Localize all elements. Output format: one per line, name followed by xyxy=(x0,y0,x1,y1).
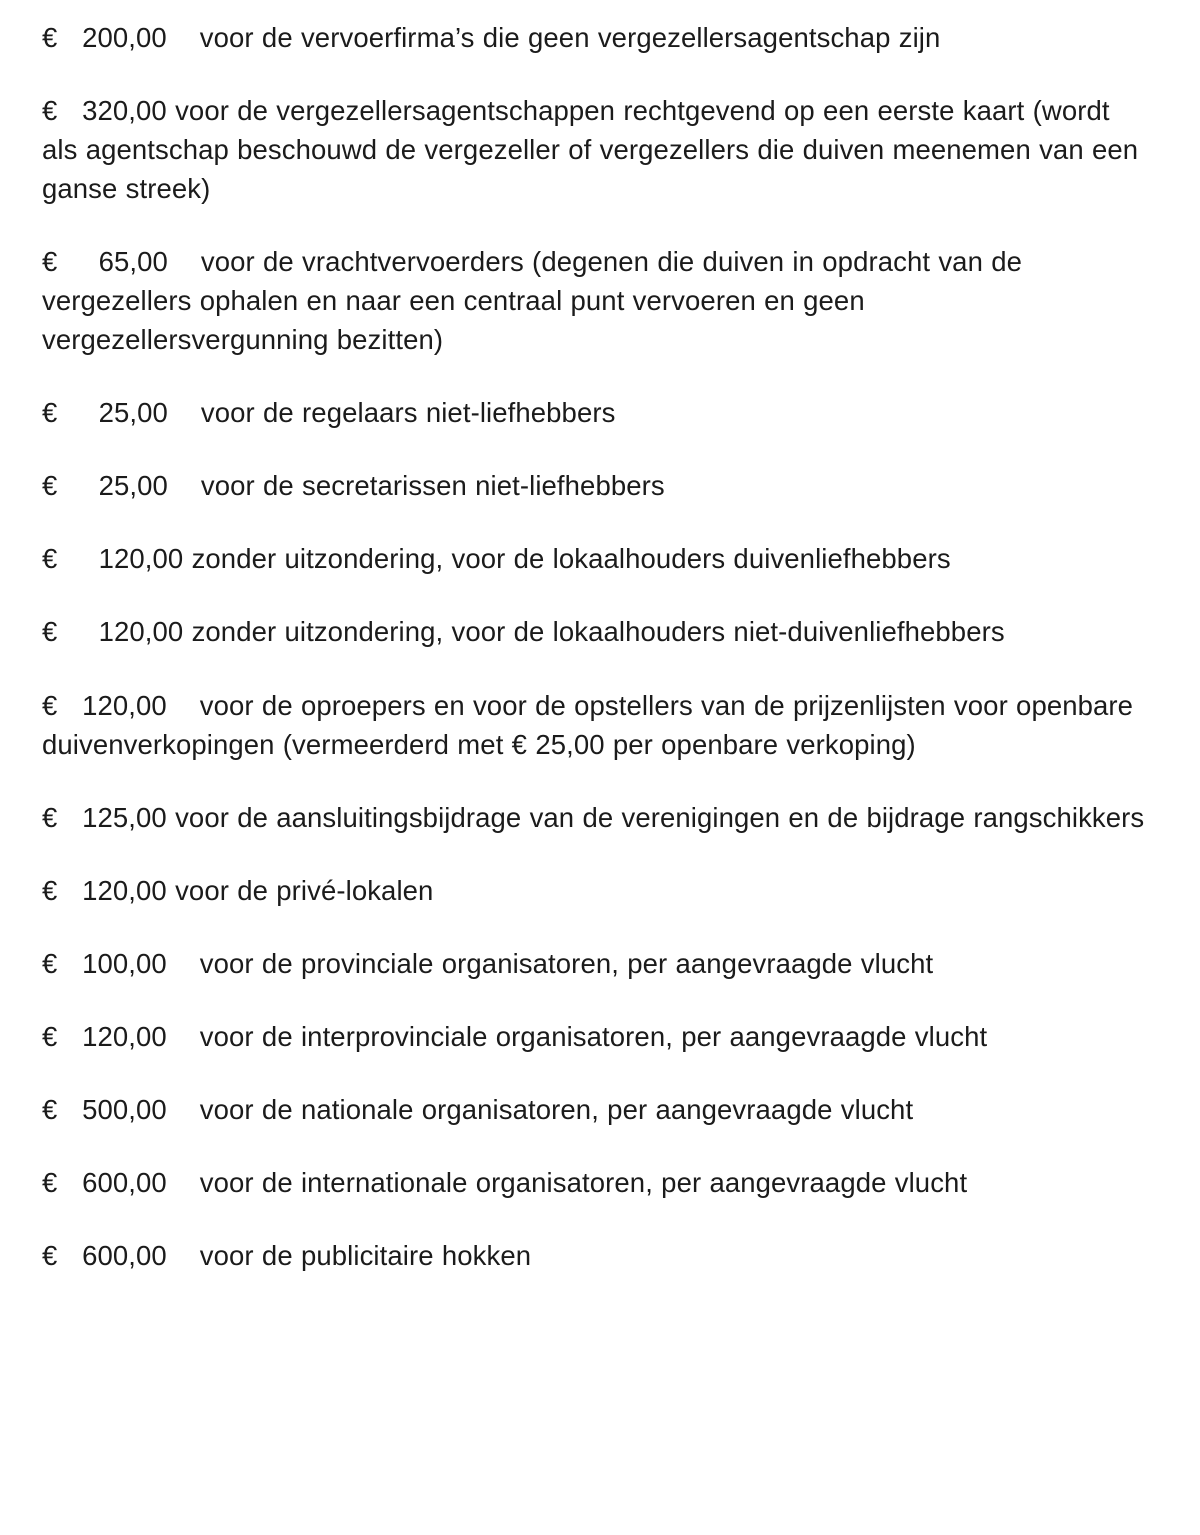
fee-description: voor de publicitaire hokken xyxy=(199,1239,532,1271)
fee-entry xyxy=(42,539,1145,578)
fee-amount: € 200,00 xyxy=(42,22,200,53)
fee-amount: € 120,00 xyxy=(42,874,176,906)
fee-entry xyxy=(42,1236,1145,1275)
fee-amount: € 120,00 xyxy=(42,616,192,648)
fee-description: voor de internationale organisatoren, per aangevraagde vlucht xyxy=(199,1166,968,1198)
fee-description: zonder uitzondering, voor de lokaalhouders duivenliefhebbers xyxy=(191,543,951,575)
fee-entry xyxy=(42,466,1145,505)
fee-entry xyxy=(42,1090,1145,1129)
fee-entry xyxy=(42,1017,1145,1056)
fee-description: voor de secretarissen niet-liefhebbers xyxy=(200,470,665,502)
fee-amount: € 25,00 xyxy=(42,397,201,429)
fee-amount: € 600,00 xyxy=(42,1166,200,1198)
fee-description: zonder uitzondering, voor de lokaalhouders niet-duivenliefhebbers xyxy=(191,616,1005,648)
fee-amount: € 500,00 xyxy=(42,1093,200,1125)
fee-description: voor de provinciale organisatoren, per aangevraagde vlucht xyxy=(199,947,934,979)
fee-entry xyxy=(42,944,1145,983)
fee-amount: € 125,00 xyxy=(42,801,176,833)
fee-description: voor de nationale organisatoren, per aangevraagde vlucht xyxy=(199,1093,914,1125)
fee-description: voor de vervoerfirma’s die geen vergezellersagentschap zijn xyxy=(199,22,941,53)
fee-description: voor de oproepers en voor de opstellers van de prijzenlijsten voor openbare duivenverkopingen (vermeerderd met € 25,00 per openbare verkoping) xyxy=(42,689,1134,760)
fee-entry xyxy=(42,242,1145,359)
fee-entry xyxy=(42,18,1145,57)
fee-entry xyxy=(42,393,1145,432)
fee-amount: € 120,00 xyxy=(42,1020,200,1052)
fee-amount: € 320,00 xyxy=(42,95,176,127)
fee-amount: € 100,00 xyxy=(42,947,200,979)
fee-description: voor de aansluitingsbijdrage van de verenigingen en de bijdrage rangschikkers xyxy=(175,801,1145,833)
fee-amount: € 600,00 xyxy=(42,1239,200,1271)
fee-amount: € 65,00 xyxy=(42,246,201,278)
fee-entry xyxy=(42,871,1145,910)
fee-description: voor de regelaars niet-liefhebbers xyxy=(200,397,616,429)
fee-entry xyxy=(42,1163,1145,1202)
fee-amount: € 120,00 xyxy=(42,543,192,575)
fee-amount: € 25,00 xyxy=(42,470,201,502)
fee-description: voor de vrachtvervoerders (degenen die duiven in opdracht van de vergezellers ophalen en naar een centraal punt vervoeren en geen vergezellersvergunning bezitten) xyxy=(42,246,1023,356)
fee-amount: € 120,00 xyxy=(42,689,200,721)
fee-description: voor de privé-lokalen xyxy=(175,874,434,906)
fee-description: voor de interprovinciale organisatoren, per aangevraagde vlucht xyxy=(199,1020,988,1052)
fee-entry xyxy=(42,91,1145,208)
fee-entry xyxy=(42,798,1145,837)
fee-entry xyxy=(42,686,1145,764)
fee-entry xyxy=(42,612,1145,651)
fee-description: voor de vergezellersagentschappen rechtgevend op een eerste kaart (wordt als agentschap beschouwd de vergezeller of vergezellers die duiven meenemen van een ganse streek) xyxy=(42,95,1139,205)
